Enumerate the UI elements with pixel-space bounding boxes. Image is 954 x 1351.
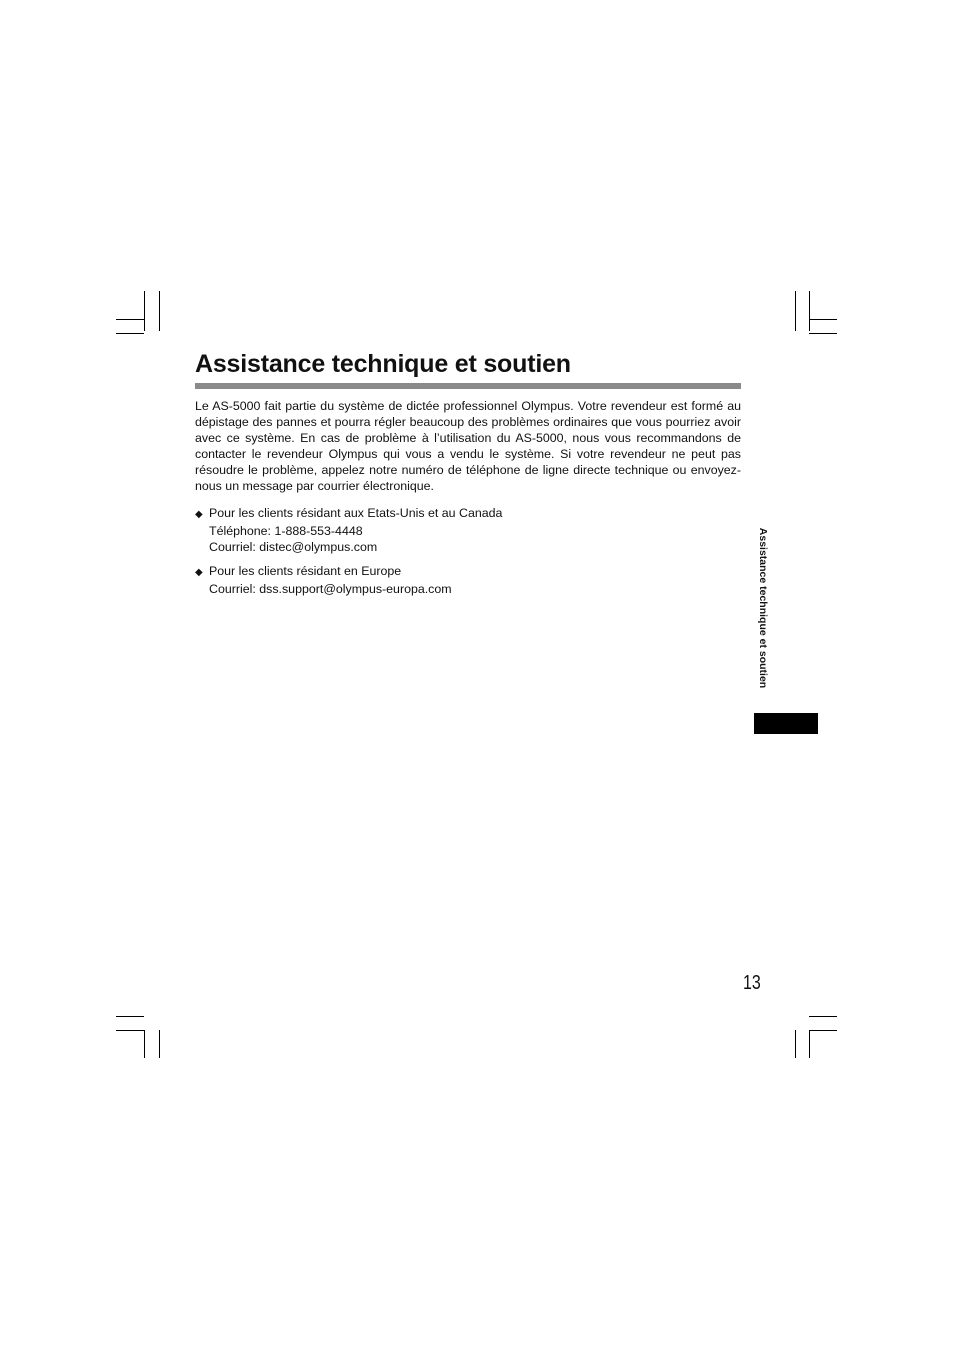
crop-mark <box>809 1030 810 1058</box>
crop-mark <box>809 1016 837 1017</box>
contact-us-canada <box>195 505 741 555</box>
page-number: 13 <box>743 972 761 994</box>
crop-mark <box>795 291 796 331</box>
contact-heading: Pour les clients résidant aux Etats-Unis et au Canada <box>209 506 503 520</box>
contact-heading: Pour les clients résidant en Europe <box>209 564 402 578</box>
side-section-tab <box>754 713 818 734</box>
crop-mark <box>116 1016 144 1017</box>
diamond-bullet-icon: ◆ <box>195 509 203 520</box>
contact-email: Courriel: distec@olympus.com <box>209 540 378 554</box>
crop-mark <box>116 1030 144 1031</box>
crop-mark <box>144 1030 145 1058</box>
contact-phone: Téléphone: 1-888-553-4448 <box>209 524 363 538</box>
crop-mark <box>159 291 160 331</box>
crop-mark <box>809 333 837 334</box>
intro-paragraph: Le AS-5000 fait partie du système de dictée professionnel Olympus. Votre revendeur est formé au dépistage des pannes et pourra régler beaucoup des problèmes ordinaires que vous pourriez avoir avec ce système. En cas de problème à l’utilisation du AS-5000, nous vous recommandons de contacter le revendeur Olympus qui vous a vendu le système. Si votre revendeur ne peut pas résoudre le problème, appelez notre numéro de téléphone de ligne directe technique ou envoyez-nous un message par courrier électronique. <box>195 399 741 494</box>
crop-mark <box>144 291 145 331</box>
crop-mark <box>809 291 810 331</box>
crop-mark <box>809 1030 837 1031</box>
contact-europe <box>195 563 741 597</box>
page-title: Assistance technique et soutien <box>195 350 571 378</box>
crop-mark <box>116 333 144 334</box>
crop-mark <box>159 1030 160 1058</box>
crop-mark <box>116 319 144 320</box>
diamond-bullet-icon: ◆ <box>195 567 203 578</box>
crop-mark <box>795 1030 796 1058</box>
contact-email: Courriel: dss.support@olympus-europa.com <box>209 582 452 596</box>
crop-mark <box>809 319 837 320</box>
side-section-label: Assistance technique et soutien <box>757 527 769 689</box>
title-rule <box>195 383 741 389</box>
